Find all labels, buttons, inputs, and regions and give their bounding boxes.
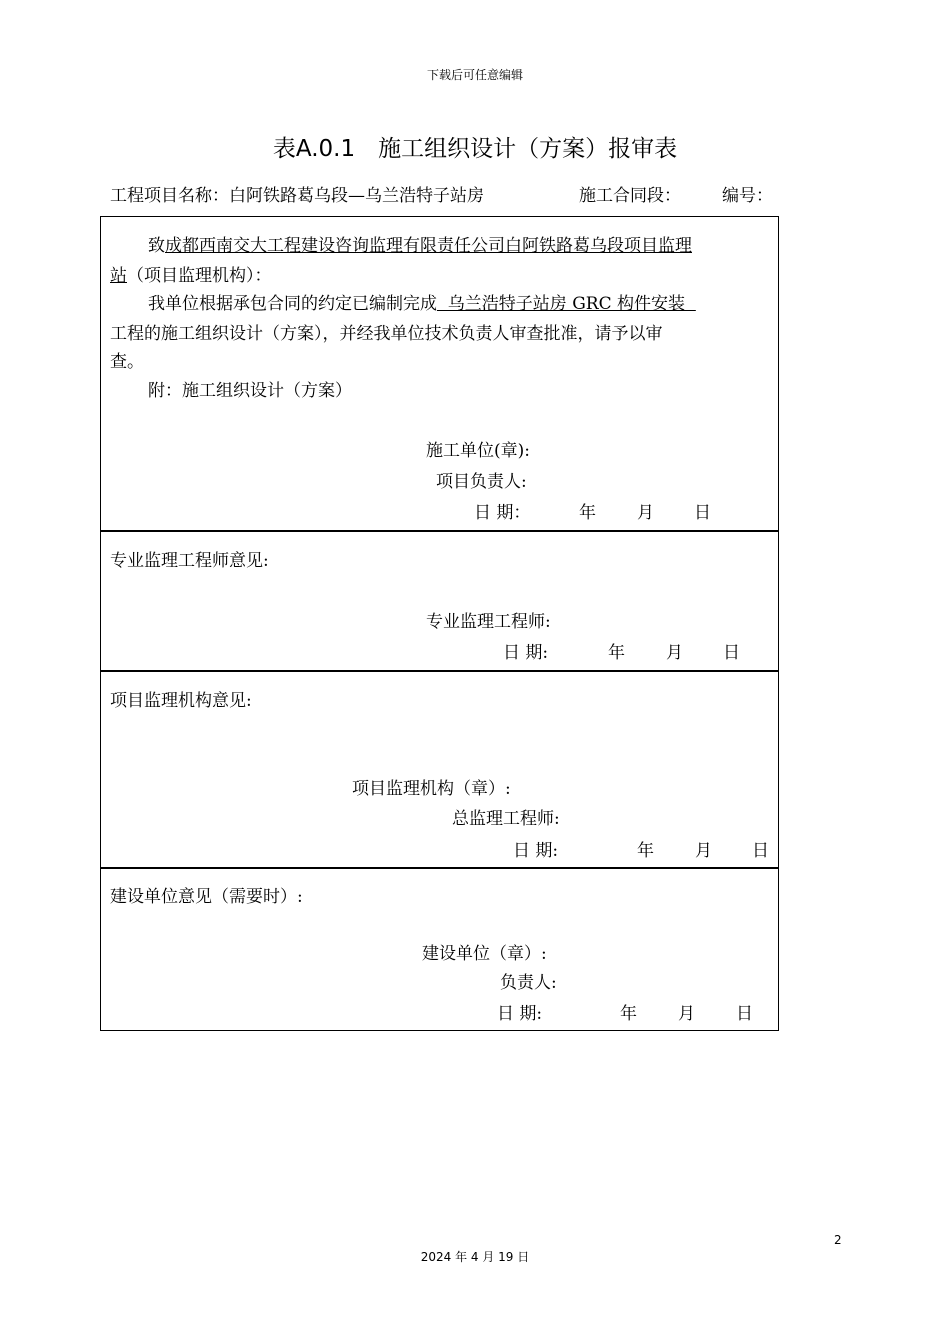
date-day: 日 [694,503,711,523]
page-number: 2 [834,1233,842,1247]
number-label: 编号： [722,186,773,206]
submission-section [100,216,779,532]
date-year: 年 [637,841,654,861]
engineer-opinion-section [100,530,779,672]
date-month: 月 [695,841,712,861]
date-label: 日 期: [497,1004,543,1024]
engineer-signer-label: 专业监理工程师: [426,612,551,632]
chief-engineer-label: 总监理工程师: [452,809,560,829]
supervision-org-label: 项目监理机构（章）: [352,779,511,799]
addressee-org: 成都西南交大工程建设咨询监理有限责任公司白阿铁路葛乌段项目监理 [165,236,692,256]
project-manager-label: 项目负责人: [436,472,527,492]
supervision-opinion-heading: 项目监理机构意见: [110,691,252,711]
engineer-opinion-heading: 专业监理工程师意见: [110,551,269,571]
body-line-3: 查。 [110,352,144,372]
date-label: 日 期： [474,503,531,523]
owner-opinion-section [100,867,779,1031]
body-line-2: 工程的施工组织设计（方案），并经我单位技术负责人审查批准，请予以审 [110,324,663,344]
body-prefix: 我单位根据承包合同的约定已编制完成 [148,294,437,314]
owner-person-label: 负责人: [500,973,557,993]
body-line-1 [148,289,696,314]
footer-date: 2024 年 4 月 19 日 [420,1250,530,1264]
date-year: 年 [608,643,625,663]
date-month: 月 [678,1004,695,1024]
header-note: 下载后可任意编辑 [426,68,523,82]
date-day: 日 [723,643,740,663]
date-month: 月 [637,503,654,523]
contractor-unit-label: 施工单位(章): [426,441,530,461]
owner-unit-label: 建设单位（章）: [422,944,547,964]
contract-section-label: 施工合同段： [579,186,681,206]
addressee-org-cont: 站 [110,266,127,286]
date-year: 年 [579,503,596,523]
addressee-line-2 [110,261,272,286]
owner-opinion-heading: 建设单位意见（需要时）: [110,887,303,907]
addressee-prefix: 致 [148,236,165,256]
date-label: 日 期: [513,841,559,861]
date-label: 日 期: [503,643,549,663]
attachment-line: 附：施工组织设计（方案） [148,381,352,401]
date-year: 年 [620,1004,637,1024]
date-month: 月 [666,643,683,663]
supervision-opinion-section [100,670,779,869]
date-day: 日 [752,841,769,861]
project-blank: 乌兰浩特子站房 GRC 构件安装 [437,294,696,314]
addressee-line [148,231,692,256]
page-title: 表A.0.1 施工组织设计（方案）报审表 [272,136,678,162]
project-name: 工程项目名称：白阿铁路葛乌段—乌兰浩特子站房 [110,186,484,206]
addressee-suffix: （项目监理机构）： [127,266,272,286]
date-day: 日 [736,1004,753,1024]
